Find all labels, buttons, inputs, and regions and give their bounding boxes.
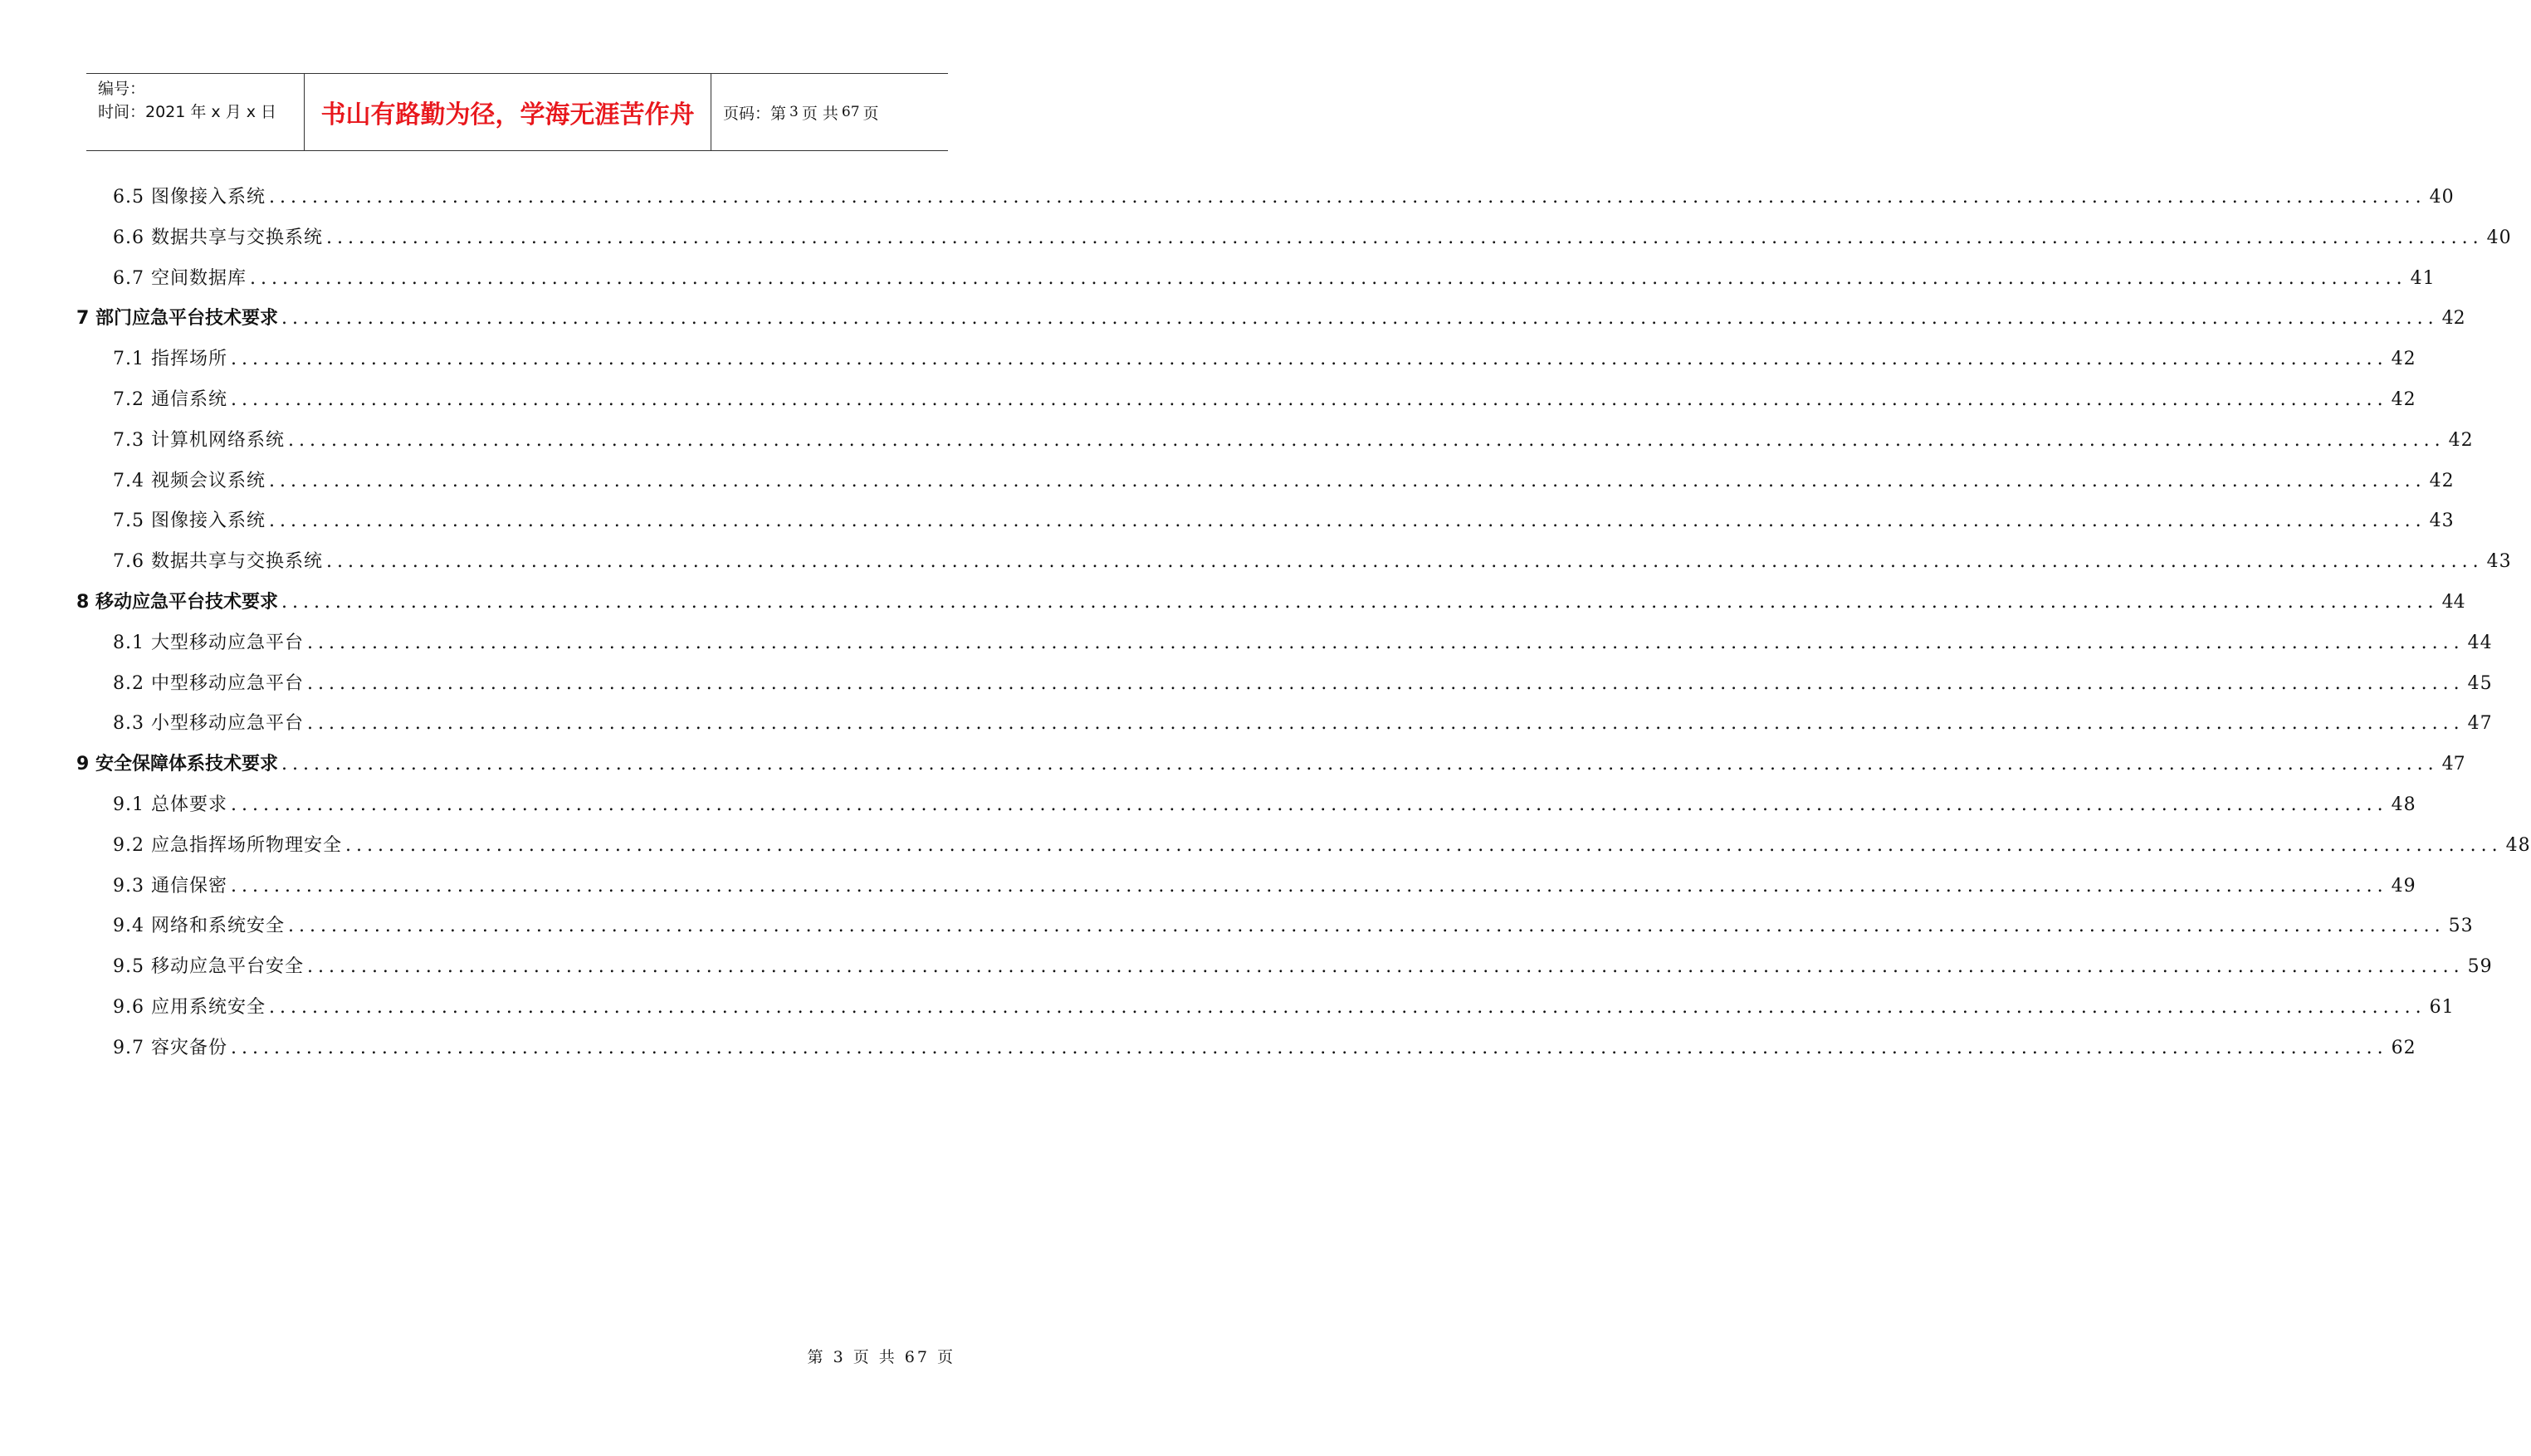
toc-leader-dots: ........................................................................................................................................................................................................ [306,632,2465,653]
page-total: 67 [841,104,860,120]
toc-leader-dots: ........................................................................................................................................................................................................ [281,308,2439,330]
toc-entry-page: 40 [2486,227,2512,248]
toc-entry-label: 9.3 通信保密 [113,875,227,897]
toc-entry[interactable] [113,344,2416,370]
number-label: 编号： [98,80,146,98]
toc-entry-label: 6.7 空间数据库 [113,267,247,289]
toc-entry[interactable] [113,506,2455,532]
toc-entry[interactable] [113,547,2512,573]
toc-entry-page: 48 [2391,794,2416,815]
toc-entry[interactable] [113,669,2493,694]
toc-entry-page: 48 [2505,834,2531,856]
toc-entry[interactable] [113,831,2531,856]
toc-entry[interactable] [113,628,2493,653]
toc-entry-page: 44 [2467,632,2493,653]
toc-entry-label: 9.4 网络和系统安全 [113,916,285,937]
toc-leader-dots: ........................................................................................................................................................................................................ [268,997,2426,1018]
toc-entry-label: 7.1 指挥场所 [113,349,227,370]
toc-entry-label: 7.2 通信系统 [113,389,227,410]
toc-entry-page: 44 [2441,592,2465,613]
toc-entry-page: 40 [2429,187,2455,208]
toc-entry-label: 7.4 视频会议系统 [113,470,266,491]
toc-leader-dots: ........................................................................................................................................................................................................ [249,267,2407,289]
toc-leader-dots: ........................................................................................................................................................................................................ [230,389,2388,410]
toc-entry[interactable] [76,588,2465,613]
toc-entry-page: 43 [2486,551,2512,573]
header-page-info [711,74,948,150]
toc-entry[interactable] [76,304,2465,330]
toc-entry-label: 8.3 小型移动应急平台 [113,713,304,735]
page-current: 3 [789,104,799,120]
toc-entry[interactable] [76,750,2465,775]
toc-entry-label: 9 安全保障体系技术要求 [76,754,278,775]
toc-entry[interactable] [113,993,2455,1018]
toc-entry-label: 6.5 图像接入系统 [113,187,266,208]
document-header [86,73,948,151]
toc-entry-page: 42 [2391,349,2416,370]
toc-entry[interactable] [113,385,2416,410]
toc-entry-page: 42 [2429,470,2455,491]
toc-leader-dots: ........................................................................................................................................................................................................ [230,1037,2388,1058]
toc-entry-page: 47 [2467,713,2493,735]
toc-entry-label: 9.6 应用系统安全 [113,997,266,1018]
toc-entry[interactable] [113,911,2474,937]
toc-entry-page: 45 [2467,672,2493,694]
toc-entry-label: 9.7 容灾备份 [113,1037,227,1058]
toc-leader-dots: ........................................................................................................................................................................................................ [281,592,2439,613]
toc-entry[interactable] [113,264,2436,289]
page-mid: 页 共 [801,104,838,123]
toc-entry-page: 49 [2391,875,2416,897]
toc-entry-page: 42 [2448,429,2474,451]
toc-entry[interactable] [113,1033,2416,1058]
toc-entry[interactable] [113,467,2455,491]
toc-leader-dots: ........................................................................................................................................................................................................ [268,511,2426,532]
toc-entry-label: 7 部门应急平台技术要求 [76,308,278,330]
toc-entry-page: 62 [2391,1037,2416,1058]
toc-entry[interactable] [113,223,2512,248]
toc-entry[interactable] [113,709,2493,735]
toc-leader-dots: ........................................................................................................................................................................................................ [268,187,2426,208]
toc-entry-page: 42 [2391,389,2416,410]
toc-leader-dots: ........................................................................................................................................................................................................ [230,875,2388,897]
toc-entry-label: 7.5 图像接入系统 [113,511,266,532]
toc-entry-page: 53 [2448,916,2474,937]
page-footer: 第 3 页 共 67 页 [807,1348,955,1366]
toc-leader-dots: ........................................................................................................................................................................................................ [230,794,2388,815]
toc-entry-page: 43 [2429,511,2455,532]
toc-leader-dots: ........................................................................................................................................................................................................ [230,349,2388,370]
toc-entry[interactable] [113,872,2416,897]
toc-entry-label: 8.1 大型移动应急平台 [113,632,304,653]
toc-entry-label: 8 移动应急平台技术要求 [76,592,278,613]
toc-leader-dots: ........................................................................................................................................................................................................ [306,956,2465,978]
toc-leader-dots: ........................................................................................................................................................................................................ [325,227,2484,248]
toc-entry-label: 7.3 计算机网络系统 [113,429,285,451]
time-label: 时间：2021 年 x 月 x 日 [98,103,277,121]
toc-leader-dots: ........................................................................................................................................................................................................ [306,713,2465,735]
page-suffix: 页 [862,104,879,123]
toc-leader-dots: ........................................................................................................................................................................................................ [287,916,2445,937]
toc-entry-page: 61 [2429,997,2455,1018]
toc-entry[interactable] [113,952,2493,978]
toc-leader-dots: ........................................................................................................................................................................................................ [268,470,2426,491]
toc-leader-dots: ........................................................................................................................................................................................................ [306,672,2465,694]
toc-entry-page: 41 [2410,267,2436,289]
toc-leader-dots: ........................................................................................................................................................................................................ [281,754,2439,775]
header-motto: 书山有路勤为径，学海无涯苦作舟 [305,74,711,150]
toc-entry-page: 47 [2441,754,2465,775]
toc-entry[interactable] [113,790,2416,815]
toc-entry[interactable] [113,426,2474,451]
toc-entry-label: 8.2 中型移动应急平台 [113,672,304,694]
toc-leader-dots: ........................................................................................................................................................................................................ [287,429,2445,451]
toc-entry-label: 7.6 数据共享与交换系统 [113,551,323,573]
toc-entry[interactable] [113,183,2455,208]
page-prefix: 页码：第 [723,104,787,123]
toc-entry-page: 59 [2467,956,2493,978]
toc-entry-page: 42 [2441,308,2465,330]
toc-entry-label: 9.1 总体要求 [113,794,227,815]
header-meta [86,74,305,150]
toc-leader-dots: ........................................................................................................................................................................................................ [344,834,2503,856]
toc-entry-label: 9.5 移动应急平台安全 [113,956,304,978]
toc-entry-label: 9.2 应急指挥场所物理安全 [113,834,342,856]
toc-leader-dots: ........................................................................................................................................................................................................ [325,551,2484,573]
toc-entry-label: 6.6 数据共享与交换系统 [113,227,323,248]
